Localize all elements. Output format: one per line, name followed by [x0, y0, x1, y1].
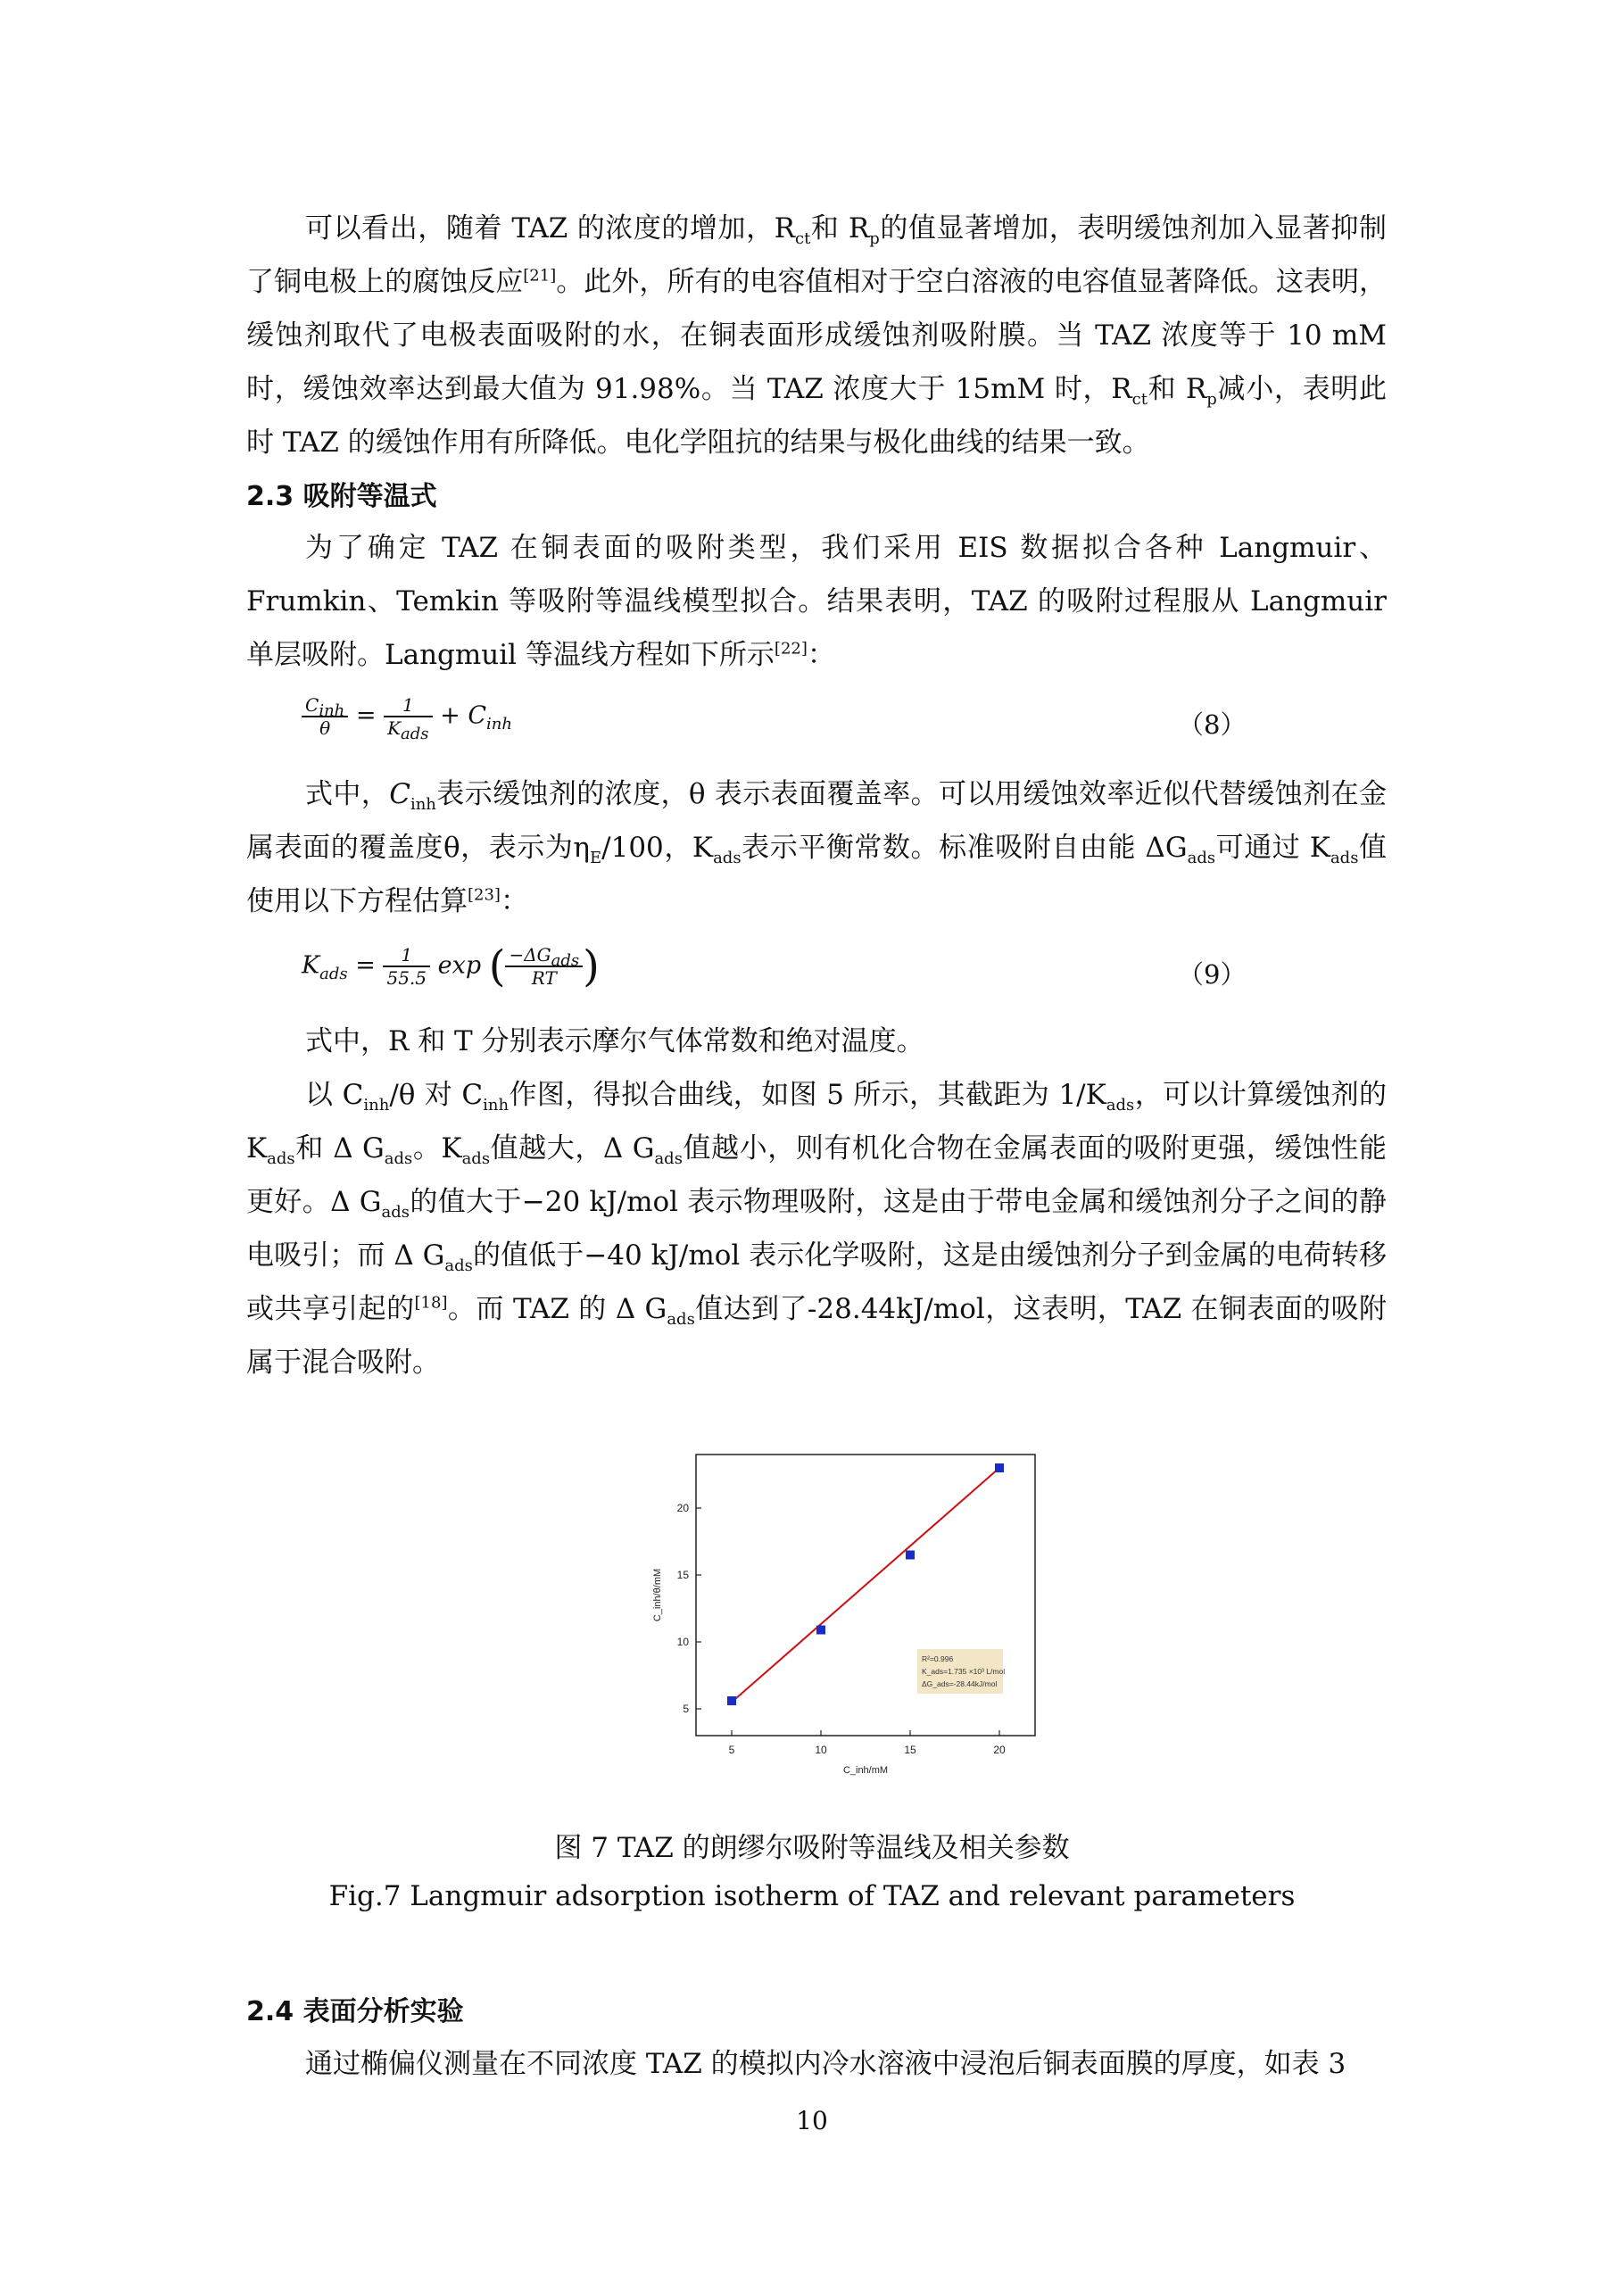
fit-annotation-line: R²=0.996	[922, 1654, 954, 1663]
data-point	[995, 1463, 1004, 1472]
x-tick-label: 10	[815, 1744, 827, 1756]
data-point	[816, 1626, 825, 1635]
data-point	[727, 1696, 736, 1705]
y-tick-label: 20	[676, 1502, 689, 1514]
paragraph-definitions: 式中，$C_{inh}$表示缓蚀剂的浓度，θ 表示表面覆盖率。可以用缓蚀效率近似代替缓蚀剂在金属表面的覆盖度θ，表示为$\eta_E/100$，$K_{ads}$表示平衡常数。标准吸附自由能 $\Delta G_{ads}$可通过 $K_{ads}$值使用以下方程估算[23]：	[246, 778, 1388, 917]
fit-annotation-line: ΔG_ads=-28.44kJ/mol	[922, 1679, 998, 1688]
paragraph-results: 可以看出，随着 TAZ 的浓度的增加，$R_{ct}$和 $R_p$的值显著增加，表明缓蚀剂加入显著抑制了铜电极上的腐蚀反应[21]。此外，所有的电容值相对于空白溶液的电容值显著降低。这表明，缓蚀剂取代了电极表面吸附的水，在铜表面形成缓蚀剂吸附膜。当 TAZ 浓度等于 10 mM 时，缓蚀效率达到最大值为 91.98%。当 TAZ 浓度大于 15mM 时，$R_{ct}$和 $R_p$减小，表明此时 TAZ 的缓蚀作用有所降低。电化学阻抗的结果与极化曲线的结果一致。	[246, 212, 1388, 459]
equation-8: $\frac{C_{inh}}{\theta}$ = $\frac{1}{K_{ads}}$ + $C_{inh}$	[302, 694, 512, 739]
section-heading-2-3: 2.3 吸附等温式	[246, 481, 437, 512]
page-number: 10	[796, 2106, 828, 2135]
paragraph-rt: 式中，R 和 T 分别表示摩尔气体常数和绝对温度。	[305, 1025, 924, 1057]
paragraph-adsorption: 为了确定 TAZ 在铜表面的吸附类型，我们采用 EIS 数据拟合各种 Langmuir、Frumkin、Temkin 等吸附等温线模型拟合。结果表明，TAZ 的吸附过程服从 Langmuir 单层吸附。Langmuil 等温线方程如下所示[22]：	[246, 532, 1387, 671]
paragraph-surface-analysis: 通过椭偏仪测量在不同浓度 TAZ 的模拟内冷水溶液中浸泡后铜表面膜的厚度，如表 3	[305, 2048, 1346, 2080]
y-tick-label: 10	[676, 1636, 689, 1648]
equation-8-number: （8）	[1178, 709, 1247, 740]
x-axis-label: C_inh/mM	[842, 1765, 889, 1776]
y-tick-label: 5	[683, 1703, 689, 1715]
y-axis-label: C_inh/θ/mM	[652, 1568, 663, 1622]
x-tick-label: 15	[904, 1744, 916, 1756]
paragraph-fitting: 以 $C_{inh}/\theta$ 对 $C_{inh}$作图，得拟合曲线，如图 5 所示，其截距为 $1/K_{ads}$，可以计算缓蚀剂的 $K_{ads}$和 Δ $G_{ads}$。$K_{ads}$值越大，Δ $G_{ads}$值越小，则有机化合物在金属表面的吸附更强，缓蚀性能更好。Δ $G_{ads}$的值大于−20 kJ/mol 表示物理吸附，这是由于带电金属和缓蚀剂分子之间的静电吸引；而 Δ $G_{ads}$的值低于−40 kJ/mol 表示化学吸附，这是由缓蚀剂分子到金属的电荷转移或共享引起的[18]。而 TAZ 的 Δ $G_{ads}$值达到了-28.44kJ/mol，这表明，TAZ 在铜表面的吸附属于混合吸附。	[246, 1079, 1387, 1379]
y-tick-label: 15	[676, 1569, 689, 1581]
x-tick-label: 20	[993, 1744, 1006, 1756]
figure-caption-cn: 图 7 TAZ 的朗缪尔吸附等温线及相关参数	[554, 1832, 1070, 1864]
x-tick-label: 5	[728, 1744, 735, 1756]
equation-9: $K_{ads}$ = $\frac{1}{55.5}$ exp ( $\frac{-\Delta G_{ads}}{RT}$ )	[302, 941, 600, 991]
fit-annotation-line: K_ads=1.735 ×10³ L/mol	[922, 1667, 1006, 1676]
section-heading-2-4: 2.4 表面分析实验	[246, 1996, 464, 2027]
equation-9-number: （9）	[1178, 959, 1247, 990]
figure-caption-en: Fig.7 Langmuir adsorption isotherm of TAZ and relevant parameters	[328, 1880, 1296, 1912]
langmuir-isotherm-chart	[634, 1428, 1080, 1803]
data-point	[906, 1551, 915, 1560]
